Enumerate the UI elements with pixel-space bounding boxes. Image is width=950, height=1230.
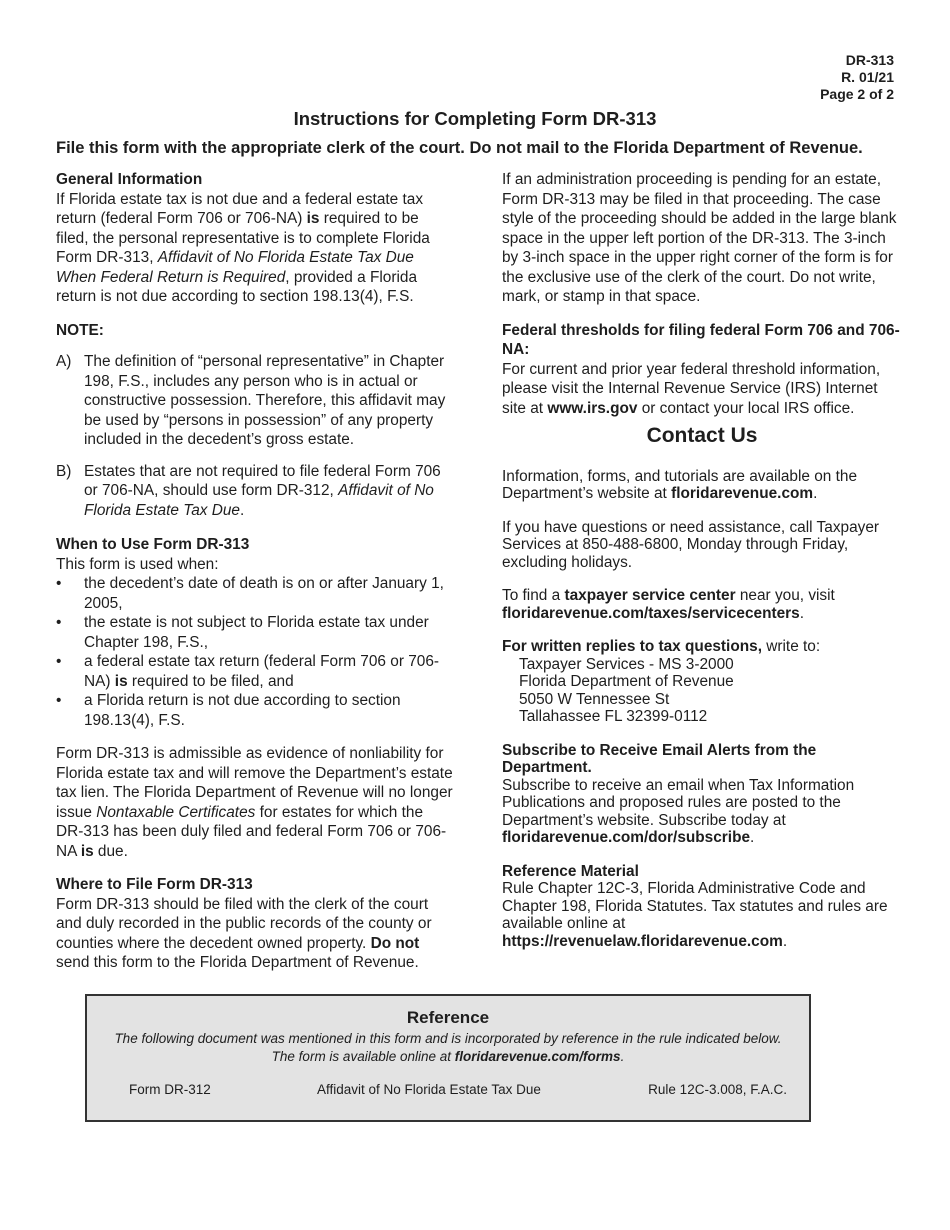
text-span: , provided a Florida return is not due according to section 198.13(4), F.S. (56, 268, 418, 305)
subscribe-info (502, 742, 902, 847)
bold-is: is (306, 210, 320, 227)
website-link[interactable]: floridarevenue.com (671, 485, 814, 502)
bold-is: is (114, 672, 128, 690)
written-replies-info (502, 638, 902, 726)
reference-line (87, 1048, 809, 1066)
text-span: Estates that are not required to file federal Form 706 or 706-NA, should use form DR-312, (84, 462, 441, 499)
list-item-text: the estate is not subject to Florida estate tax under Chapter 198, F.S., (84, 614, 429, 651)
where-to-file-heading: Where to File Form DR-313 (56, 876, 253, 893)
note-item-b (56, 462, 454, 521)
reference-form: Form DR-312 (129, 1082, 211, 1097)
reference-title: Reference (406, 1008, 490, 1027)
note-label-b: B) (56, 462, 72, 480)
text-span: . (239, 501, 245, 519)
filing-notice: File this form with the appropriate clerk of the court. Do not mail to the Florida Department of Revenue. (56, 139, 863, 157)
text-span: for estates for which the DR-313 has been duly filed and federal Form 706 or 706-NA (56, 803, 447, 860)
list-item (56, 652, 454, 691)
text-span: Form DR-313 should be filed with the clerk of the court and duly recorded in the public records of the county or counties where the decedent owned property. (56, 895, 432, 952)
affidavit-title: Affidavit of No Florida Estate Tax Due When Federal Return is Required (56, 249, 414, 286)
contact-section (502, 468, 902, 951)
form-revision: R. 01/21 (841, 69, 894, 85)
list-item (56, 574, 454, 613)
subscribe-heading: Subscribe to Receive Email Alerts from the Department. (502, 741, 817, 776)
list-item-text: a Florida return is not due according to section 198.13(4), F.S. (84, 692, 401, 729)
text-span: For current and prior year federal threshold information, please visit the Internal Revenue Service (IRS) Internet site at (502, 360, 881, 417)
forms-link[interactable]: floridarevenue.com/forms (454, 1049, 621, 1064)
where-to-file-section (56, 875, 454, 973)
right-column (502, 170, 902, 966)
administration-proceeding-paragraph: If an administration proceeding is pending for an estate, Form DR-313 may be filed in that proceeding. The case style of the proceeding should be added in the large blank space in the upper left portion of the DR-313. The 3-inch by 3-inch space in the upper right corner of the form is for the exclusive use of the clerk of the court. Do not write, mark, or stamp in that space. (502, 171, 897, 305)
revenue-law-link[interactable]: https://revenuelaw.floridarevenue.com (502, 932, 783, 950)
website-info (502, 468, 902, 503)
text-span: required to be filed, the personal representative is to complete Florida Form DR-313, (56, 210, 430, 266)
note-heading: NOTE: (56, 321, 104, 339)
address-line: 5050 W Tennessee St (519, 690, 670, 708)
when-to-use-heading: When to Use Form DR-313 (56, 536, 250, 553)
text-span: or contact your local IRS office. (637, 399, 855, 417)
address-line: Tallahassee FL 32399-0112 (519, 708, 708, 725)
when-to-use-section (56, 535, 454, 730)
reference-rule: Rule 12C-3.008, F.A.C. (648, 1082, 787, 1097)
text-span: The form is available online at (271, 1049, 455, 1064)
page-number: Page 2 of 2 (820, 86, 894, 102)
affidavit-title: Affidavit of No Florida Estate Tax Due (84, 482, 434, 519)
federal-thresholds-heading: Federal thresholds for filing federal Form 706 and 706-NA: (502, 321, 900, 358)
written-replies-label: For written replies to tax questions, (502, 638, 762, 655)
bullet-icon: • (56, 653, 62, 670)
text-span: To find a (502, 587, 565, 604)
text-span: Rule Chapter 12C-3, Florida Administrative Code and Chapter 198, Florida Statutes. Tax statutes and rules are available online at (502, 880, 888, 932)
bullet-icon: • (56, 575, 62, 592)
text-span: Subscribe to receive an email when Tax Information Publications and proposed rules are posted to the Department’s website. Subscribe today at (502, 776, 855, 829)
text-span: . (620, 1049, 625, 1064)
note-text-b (84, 462, 454, 521)
page-title: Instructions for Completing Form DR-313 (293, 108, 657, 129)
form-identifier (820, 52, 894, 103)
text-span: send this form to the Florida Department of Revenue. (56, 954, 419, 971)
text-span: . (750, 829, 755, 846)
note-label-a: A) (56, 353, 72, 370)
general-information-text (56, 190, 454, 307)
text-span: . (799, 604, 804, 622)
text-span: . (813, 485, 818, 502)
when-to-use-intro: This form is used when: (56, 555, 219, 573)
service-center-link[interactable]: floridarevenue.com/taxes/servicecenters (502, 604, 800, 622)
note-item-a (56, 352, 454, 450)
service-center-info (502, 587, 902, 622)
text-span: due. (93, 842, 128, 860)
form-number: DR-313 (845, 52, 894, 68)
address-line: Florida Department of Revenue (519, 673, 734, 690)
bullet-icon: • (56, 692, 62, 709)
reference-material-info (502, 863, 902, 951)
note-text-a: The definition of “personal representative” in Chapter 198, F.S., includes any person who is in actual or constructive possession. Therefore, this affidavit may be used by “persons in possession” of any property included in the decedent’s gross estate. (84, 353, 446, 448)
certificates-term: Nontaxable Certificates (96, 803, 256, 821)
text-span: near you, visit (735, 587, 835, 604)
irs-link[interactable]: www.irs.gov (547, 399, 638, 417)
text-span: required to be filed, and (127, 672, 294, 690)
list-item (56, 613, 454, 652)
list-item-text (84, 652, 454, 691)
left-column (56, 170, 454, 973)
reference-form-description: Affidavit of No Florida Estate Tax Due (317, 1082, 541, 1097)
general-information-heading: General Information (56, 171, 203, 188)
reference-material-heading: Reference Material (502, 862, 639, 880)
list-item (56, 691, 454, 730)
text-span: Form DR-313 is admissible as evidence of nonliability for Florida estate tax and will remove the Department’s estate tax lien. The Florida Department of Revenue will no longer issue (56, 745, 453, 821)
text-span: . (782, 932, 788, 950)
text-span: Information, forms, and tutorials are available on the Department’s website at (502, 467, 858, 502)
subscribe-link[interactable]: floridarevenue.com/dor/subscribe (502, 829, 751, 846)
reference-description (87, 1030, 809, 1066)
text-span: If Florida estate tax is not due and a federal estate tax return (federal Form 706 or 706-NA) (56, 190, 424, 227)
list-item-text: the decedent’s date of death is on or after January 1, 2005, (84, 575, 444, 612)
service-center-term: taxpayer service center (564, 587, 736, 604)
text-span: a federal estate tax return (federal Form 706 or 706-NA) (84, 653, 440, 690)
admissible-paragraph (56, 744, 454, 861)
federal-thresholds-section (502, 321, 902, 419)
phone-info: If you have questions or need assistance, call Taxpayer Services at 850-488-6800, Monday through Friday, excluding holidays. (502, 518, 880, 571)
bullet-icon: • (56, 614, 62, 631)
reference-line: The following document was mentioned in this form and is incorporated by reference in the rule indicated below. (114, 1031, 782, 1046)
bold-is: is (80, 842, 94, 860)
bold-do-not: Do not (370, 934, 420, 952)
contact-us-heading: Contact Us (646, 424, 758, 447)
address-line: Taxpayer Services - MS 3-2000 (519, 655, 734, 673)
general-information-section (56, 170, 454, 307)
text-span: write to: (761, 638, 821, 655)
reference-box (85, 994, 811, 1122)
